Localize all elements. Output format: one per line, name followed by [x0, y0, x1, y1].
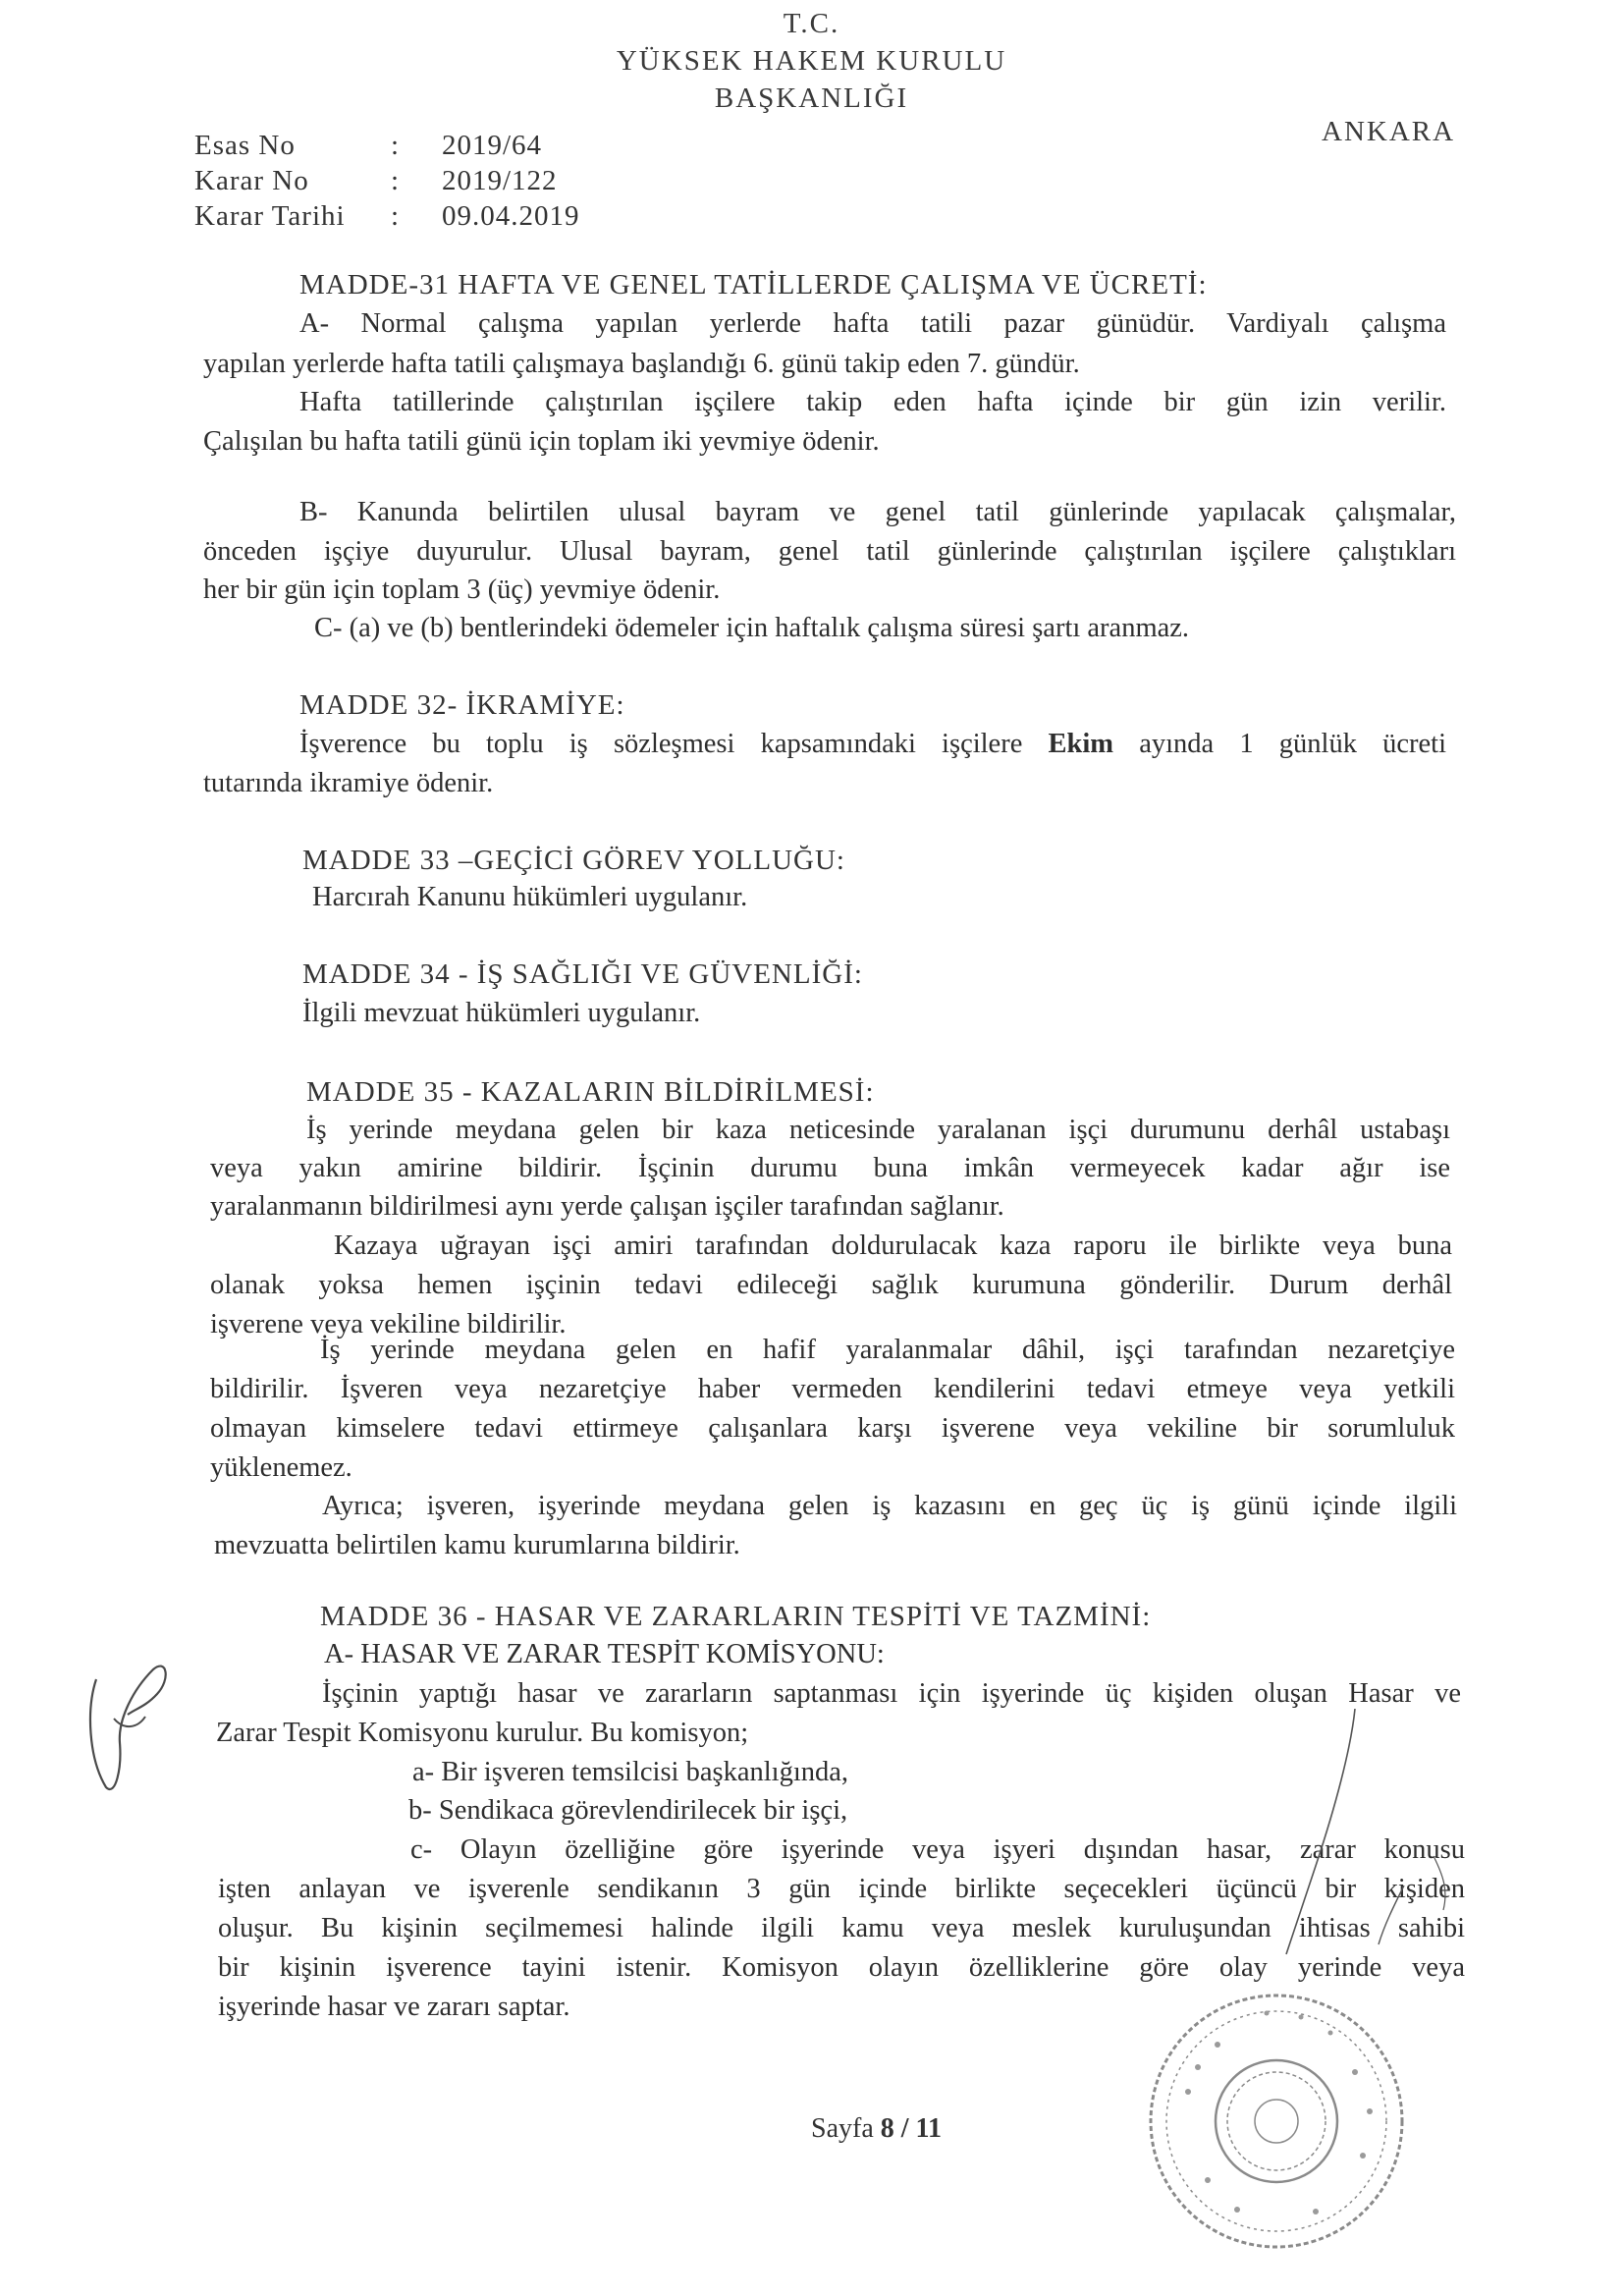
- article-34-title: MADDE 34 - İŞ SAĞLIĞI VE GÜVENLİĞİ:: [302, 958, 863, 990]
- article-31-title: MADDE-31 HAFTA VE GENEL TATİLLERDE ÇALIŞMA VE ÜCRETİ:: [299, 269, 1208, 301]
- header-presidency: BAŞKANLIĞI: [714, 82, 909, 114]
- signature-stroke: [1276, 1709, 1492, 1964]
- meta-value-date: 09.04.2019: [442, 200, 580, 232]
- header-institution: YÜKSEK HAKEM KURULU: [616, 45, 1007, 77]
- meta-label-karar: Karar No: [194, 165, 309, 196]
- article-36-subtitle: A- HASAR VE ZARAR TESPİT KOMİSYONU:: [324, 1639, 885, 1669]
- meta-sep-date: :: [391, 200, 401, 232]
- article-36-item-c-line4: bir kişinin işverence tayini istenir. Komisyon olayın özelliklerine göre olay yerinde veya: [218, 1952, 1465, 1983]
- article-35-p1-line3: yaralanmanın bildirilmesi aynı yerde çalışan işçiler tarafından sağlanır.: [210, 1191, 1004, 1222]
- article-35-p3-line1: İş yerinde meydana gelen en hafif yaralanmalar dâhil, işçi tarafından nezaretçiye: [320, 1335, 1455, 1365]
- article-35-p4-line1: Ayrıca; işveren, işyerinde meydana gelen iş kazasını en geç üç iş günü içinde ilgili: [322, 1491, 1457, 1521]
- article-36-line1: İşçinin yaptığı hasar ve zararların saptanması için işyerinde üç kişiden oluşan Hasar ve: [322, 1678, 1461, 1709]
- article-34-line1: İlgili mevzuat hükümleri uygulanır.: [302, 998, 701, 1028]
- article-31-a-line2: yapılan yerlerde hafta tatili çalışmaya başlandığı 6. günü takip eden 7. gündür.: [203, 349, 1080, 379]
- article-36-item-c-line2: işten anlayan ve işverenle sendikanın 3 gün içinde birlikte seçecekleri üçüncü bir kişiden: [218, 1874, 1465, 1904]
- meta-sep-karar: :: [391, 165, 401, 196]
- meta-sep-esas: :: [391, 130, 401, 161]
- article-35-title: MADDE 35 - KAZALARIN BİLDİRİLMESİ:: [306, 1076, 875, 1108]
- article-35-p2-line2: olanak yoksa hemen işçinin tedavi edileceği sağlık kurumuna gönderilir. Durum derhâl: [210, 1270, 1452, 1300]
- meta-value-esas: 2019/64: [442, 130, 543, 161]
- article-35-p4-line2: mevzuatta belirtilen kamu kurumlarına bildirir.: [214, 1530, 740, 1560]
- article-36-item-b: b- Sendikaca görevlendirilecek bir işçi,: [408, 1795, 848, 1826]
- article-36-item-c-line1: c- Olayın özelliğine göre işyerinde veya işyeri dışından hasar, zarar konusu: [410, 1834, 1465, 1865]
- article-31-c-line1: C- (a) ve (b) bentlerindeki ödemeler için haftalık çalışma süresi şartı aranmaz.: [314, 613, 1190, 643]
- article-32-line1: İşverence bu toplu iş sözleşmesi kapsamındaki işçilere Ekim ayında 1 günlük ücreti: [299, 729, 1447, 759]
- article-35-p3-line4: yüklenemez.: [210, 1452, 352, 1483]
- article-32-title: MADDE 32- İKRAMİYE:: [299, 689, 625, 721]
- article-36-item-c-line3: oluşur. Bu kişinin seçilmemesi halinde ilgili kamu veya meslek kuruluşundan ihtisas sahibi: [218, 1913, 1465, 1943]
- meta-value-karar: 2019/122: [442, 165, 558, 196]
- month-emphasis: Ekim: [1048, 729, 1114, 759]
- handwritten-initial-mark: [77, 1650, 185, 1807]
- article-36-title: MADDE 36 - HASAR VE ZARARLARIN TESPİTİ VE TAZMİNİ:: [320, 1601, 1152, 1632]
- article-31-b-line3: her bir gün için toplam 3 (üç) yevmiye ödenir.: [203, 574, 721, 605]
- header-tc: T.C.: [783, 8, 840, 39]
- article-31-b-line1: B- Kanunda belirtilen ulusal bayram ve genel tatil günlerinde yapılacak çalışmalar,: [299, 497, 1456, 527]
- article-35-p3-line3: olmayan kimselere tedavi ettirmeye çalışanlara karşı işverene veya vekiline bir sorumluluk: [210, 1413, 1455, 1444]
- article-33-line1: Harcırah Kanunu hükümleri uygulanır.: [312, 882, 748, 912]
- article-31-h-line1: Hafta tatillerinde çalıştırılan işçilere takip eden hafta içinde bir gün izin verilir.: [299, 387, 1446, 417]
- article-35-p2-line3: işverene veya vekiline bildirilir.: [210, 1309, 567, 1339]
- meta-label-date: Karar Tarihi: [194, 200, 346, 232]
- article-36-item-a: a- Bir işveren temsilcisi başkanlığında,: [412, 1757, 849, 1787]
- article-31-a-line1: A- Normal çalışma yapılan yerlerde hafta tatili pazar günüdür. Vardiyalı çalışma: [299, 308, 1446, 339]
- article-35-p3-line2: bildirilir. İşveren veya nezaretçiye haber vermeden kendilerini tedavi etmeye veya yetkili: [210, 1374, 1455, 1404]
- article-36-item-c-line5: işyerinde hasar ve zararı saptar.: [218, 1992, 570, 2022]
- article-33-title: MADDE 33 –GEÇİCİ GÖREV YOLLUĞU:: [302, 845, 845, 876]
- article-31-b-line2: önceden işçiye duyurulur. Ulusal bayram, genel tatil günlerinde çalıştırılan işçilere çalıştıkları: [203, 536, 1456, 567]
- article-31-h-line2: Çalışılan bu hafta tatili günü için toplam iki yevmiye ödenir.: [203, 426, 880, 457]
- official-seal-stamp: [1129, 1974, 1424, 2269]
- article-35-p1-line2: veya yakın amirine bildirir. İşçinin durumu buna imkân vermeyecek kadar ağır ise: [210, 1153, 1450, 1183]
- article-35-p2-line1: Kazaya uğrayan işçi amiri tarafından doldurulacak kaza raporu ile birlikte veya buna: [334, 1230, 1452, 1261]
- article-32-line2: tutarında ikramiye ödenir.: [203, 768, 494, 798]
- meta-label-esas: Esas No: [194, 130, 296, 161]
- header-city: ANKARA: [1322, 116, 1456, 147]
- page-number: Sayfa 8 / 11: [811, 2113, 942, 2144]
- article-36-line2: Zarar Tespit Komisyonu kurulur. Bu komisyon;: [216, 1718, 749, 1748]
- article-35-p1-line1: İş yerinde meydana gelen bir kaza neticesinde yaralanan işçi durumunu derhâl ustabaşı: [306, 1115, 1450, 1145]
